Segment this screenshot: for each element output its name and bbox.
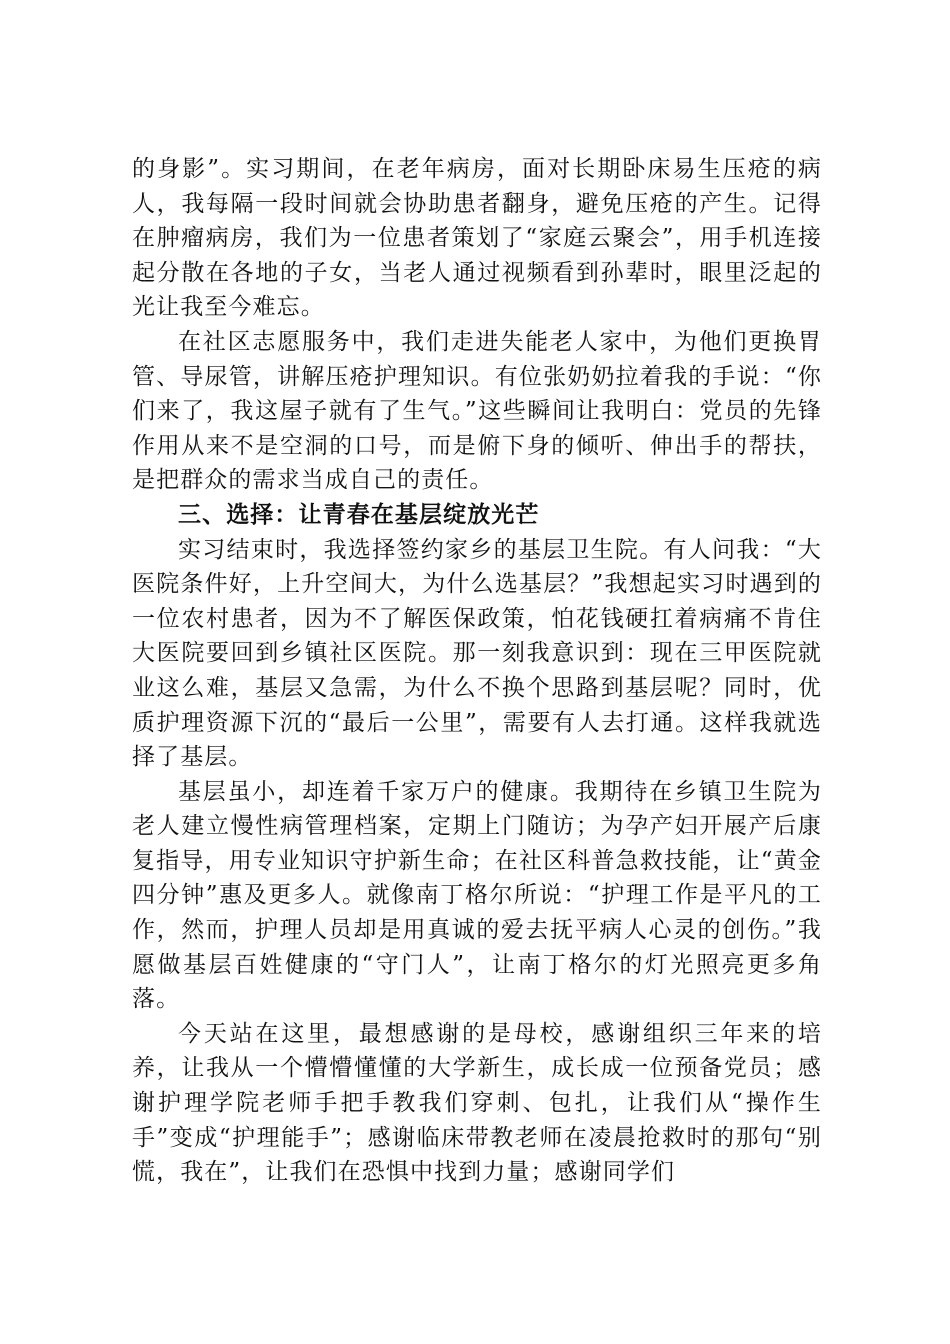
paragraph-community-volunteer: 在社区志愿服务中，我们走进失能老人家中，为他们更换胃管、导尿管，讲解压疮护理知识。有位张奶奶拉着我的手说：“你们来了，我这屋子就有了生气。”这些瞬间让我明白：党员的先锋作用从来不是空洞的口号，而是俯下身的倾听、伸出手的帮扶，是把群众的需求当成自己的责任。	[132, 328, 822, 494]
paragraph-continuation: 的身影”。实习期间，在老年病房，面对长期卧床易生压疮的病人，我每隔一段时间就会协助患者翻身，避免压疮的产生。记得在肿瘤病房，我们为一位患者策划了“家庭云聚会”，用手机连接起分散在各地的子女，当老人通过视频看到孙辈时，眼里泛起的光让我至今难忘。	[132, 156, 822, 321]
paragraph-choice: 实习结束时，我选择签约家乡的基层卫生院。有人问我：“大医院条件好，上升空间大，为什么选基层？”我想起实习时遇到的一位农村患者，因为不了解医保政策，怕花钱硬扛着病痛不肯住大医院要回到乡镇社区医院。那一刻我意识到：现在三甲医院就业这么难，基层又急需，为什么不换个思路到基层呢？同时，优质护理资源下沉的“最后一公里”，需要有人去打通。这样我就选择了基层。	[132, 536, 822, 771]
paragraph-grassroots: 基层虽小，却连着千家万户的健康。我期待在乡镇卫生院为老人建立慢性病管理档案，定期上门随访；为孕产妇开展产后康复指导，用专业知识守护新生命；在社区科普急救技能，让“黄金四分钟”惠及更多人。就像南丁格尔所说：“护理工作是平凡的工作，然而，护理人员却是用真诚的爱去抚平病人心灵的创伤。”我愿做基层百姓健康的“守门人”，让南丁格尔的灯光照亮更多角落。	[132, 778, 822, 1013]
section-heading: 三、选择：让青春在基层绽放光芒	[178, 501, 540, 528]
paragraph-thanks: 今天站在这里，最想感谢的是母校，感谢组织三年来的培养，让我从一个懵懵懂懂的大学新生，成长成一位预备党员；感谢护理学院老师手把手教我们穿刺、包扎，让我们从“操作生手”变成“护理能手”；感谢临床带教老师在凌晨抢救时的那句“别慌，我在”，让我们在恐惧中找到力量；感谢同学们	[132, 1020, 822, 1186]
body-text	[132, 152, 822, 1190]
